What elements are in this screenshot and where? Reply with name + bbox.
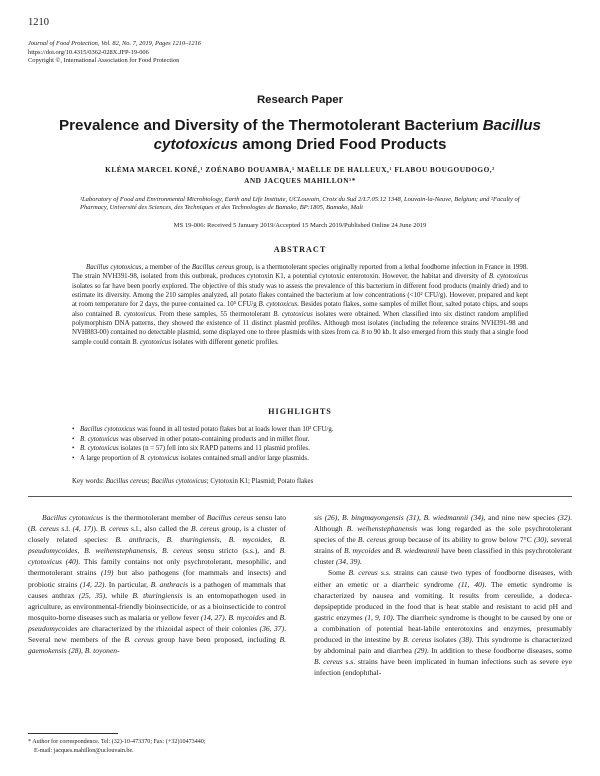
section-label: Research Paper	[256, 94, 344, 106]
highlights-heading: HIGHLIGHTS	[268, 407, 332, 416]
footnote-divider	[28, 733, 118, 734]
body-paragraph: Some B. cereus s.s. strains can cause two types of foodborne diseases, with either an emetic or a diarrheic syndrome (11, 40). The emetic syndrome is characterized by nausea and vomiting. It results from cereulide, a dodeca-depsipeptide produced in the food that is heat stable and resistant to acid pH and gastric enzymes (1, 9, 10). The diarrheic syndrome is thought to be caused by one or a combination of potential heat-labile enterotoxins and enzymes, presumably produced in the intestine by B. cereus isolates (38). This syndrome is characterized by abdominal pain and diarrhea (29). In addition to these foodborne diseases, some B. cereus s.s. strains have been implicated in human infections such as severe eye infection (endophthal-	[314, 568, 573, 678]
paper-title	[40, 116, 560, 154]
authors-line: AND JACQUES MAHILLON¹*	[244, 176, 356, 185]
abstract-text: Bacillus cytotoxicus, a member of the Bacillus cereus group, is a thermotolerant species originally reported from a lethal foodborne infection in France in 1998. The strain NVH391-98, isolated from this outbreak, produces cytotoxin K1, a potential cytotoxic enterotoxin. However, the habitat and diversity of B. cytotoxicus isolates so far have been poorly explored. The objective of this study was to assess the prevalence of this bacterium in different food products (mainly dried) and to estimate its diversity. Among the 210 samples analyzed, all potato flakes contained the bacterium at low concentrations (<10² CFU/g). However, prepared and kept at room temperature for 2 days, the puree contained ca. 10⁵ CFU/g B. cytotoxicus. Besides potato flakes, some samples of millet flour, salted potato chips, and soups also contained B. cytotoxicus. From these samples, 55 thermotolerant B. cytotoxicus isolates were obtained. When classified into six distinct random amplified polymorphism DNA patterns, they showed the existence of 11 distinct plasmid profiles. Although most isolates (including the reference strains NVH391-98 and NVH883-00) contained no detectable plasmid, some displayed one to three plasmids with sizes from ca. 8 to 90 kb. It also emerged from this study that a single food sample could contain B. cytotoxicus isolates with different genetic profiles.	[72, 264, 529, 346]
author-list	[40, 164, 560, 186]
highlight-item: • Bacillus cytotoxicus was found in all tested potato flakes but at loads lower than 10² CFU/g.	[72, 425, 528, 435]
body-column-left	[28, 512, 286, 656]
abstract-heading: ABSTRACT	[273, 245, 327, 254]
keywords: Key words: Bacillus cereus; Bacillus cytotoxicus; Cytotoxin K1; Plasmid; Potato flakes	[72, 478, 314, 485]
highlight-item: • A large proportion of B. cytotoxicus isolates contained small and/or large plasmids.	[72, 454, 528, 464]
section-divider	[28, 496, 572, 497]
highlight-item: • B. cytotoxicus was observed in other potato-containing products and in millet flour.	[72, 435, 528, 445]
footnote-email[interactable]: E-mail: jacques.mahillon@uclouvain.be.	[34, 748, 134, 754]
title-italic: Bacillus	[482, 117, 541, 134]
journal-citation: Journal of Food Protection, Vol. 82, No. 7, 2019, Pages 1210–1216	[28, 40, 202, 47]
copyright: Copyright ©, International Association for Food Protection	[28, 57, 180, 65]
page-number: 1210	[28, 17, 49, 28]
footnote	[28, 738, 286, 756]
title-part: Prevalence and Diversity of the Thermotolerant Bacterium	[59, 117, 483, 134]
doi-link[interactable]: https://doi.org/10.4315/0362-028X.JFP-19-006	[28, 48, 149, 56]
manuscript-info: MS 19-006: Received 5 January 2019/Accepted 15 March 2019/Published Online 24 June 2019	[173, 222, 427, 229]
body-paragraph: sis (26), B. bingmayongensis (31), B. wiedmannii (34), and nine new species (32). Although B. weihenstephanensis was long regarded as the sole psychrotolerant species of the B. cereus group because of its ability to grow below 7°C (30), several strains of B. mycoides and B. wiedmannii have been classified in this psychrotolerant cluster (34, 39).	[314, 513, 573, 567]
title-italic: cytotoxicus	[153, 136, 238, 153]
footnote-line: * Author for correspondence. Tel: (32)-10-473370; Fax: (+32)10473440;	[28, 739, 206, 745]
authors-line: KLÉMA MARCEL KONÉ,¹ ZOÉNABO DOUAMBA,¹ MAËLLE DE HALLEUX,¹ FLABOU BOUGOUDOGO,²	[105, 165, 495, 174]
highlights-list	[72, 425, 528, 463]
highlight-item: • B. cytotoxicus isolates (n = 57) fell into six RAPD patterns and 11 plasmid profiles.	[72, 444, 528, 454]
body-paragraph: Bacillus cytotoxicus is the thermotolerant member of Bacillus cereus sensu lato (B. cereus s.l. (4, 17)). B. cereus s.l., also called the B. cereus group, is a cluster of closely related species: B. anthracis, B. thuringiensis, B. mycoides, B. pseudomycoides, B. weihenstephanensis, B. cereus sensu stricto (s.s.), and B. cytotoxicus (40). This family contains not only psychrotolerant, mesophilic, and thermotolerant strains (19) but also pathogens (for mammals and insects) and probiotic strains (14, 22). In particular, B. anthracis is a pathogen of mammals that causes anthrax (25, 35), while B. thuringiensis is an entomopathogen used in agriculture, as environmental-friendly bioinsecticide, or as a bioinsecticide to control mosquito-borne diseases such as malaria or yellow fever (14, 27). B. mycoides and B. pseudomycoides are characterized by the rhizoidal aspect of their colonies (36, 37). Several new members of the B. cereus group have been proposed, including B. gaemokensis (28), B. toyonen-	[28, 513, 287, 656]
title-part: among Dried Food Products	[237, 136, 447, 153]
affiliations: ¹Laboratory of Food and Environmental Microbiology, Earth and Life Institute, UCLouvain, Croix du Sud 2/L7.05.12 1348, Louvain-la-Neuve, Belgium; and ²Faculty of Pharmacy, Université des Sciences, des Techniques et des Technologies de Bamako, BP:1805, Bamako, Mali	[80, 196, 520, 212]
body-column-right	[314, 512, 572, 678]
journal-meta	[28, 40, 201, 66]
